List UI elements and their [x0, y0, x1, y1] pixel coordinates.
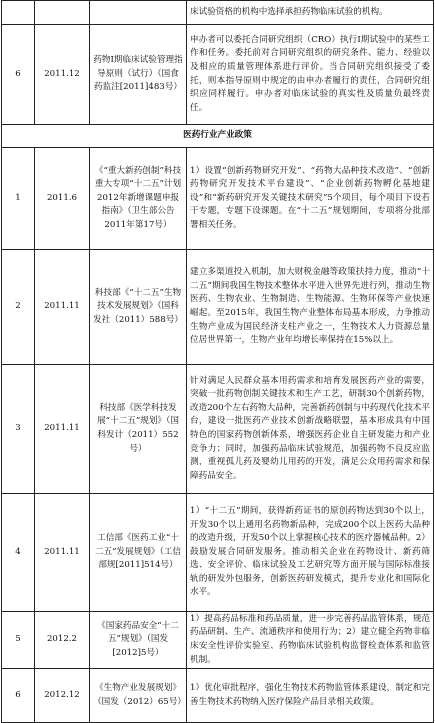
row-date: 2012.2	[35, 612, 90, 669]
row-number: 5	[2, 612, 35, 669]
row-document: 《国家药品安全“十二五”规划》（国发[2012]5号）	[90, 612, 187, 669]
table-row	[2, 494, 434, 612]
table-row	[2, 250, 434, 365]
table-row	[2, 148, 434, 250]
row-content: 申办者可以委托合同研究组织（CRO）执行Ⅰ期试验中的某些工作和任务。委托前对合同研究组织的研究条件、能力、经验以及相应的质量管理体系进行评价。当合同研究组织接受了委托，则本指导原则中规定的由申办者履行的责任，合同研究组织应同样履行。申办者对临床试验的真实性及质量负最终责任。	[187, 25, 434, 125]
row-date: 2012.12	[35, 669, 90, 723]
row-number: 1	[2, 148, 35, 250]
table-row	[2, 1, 434, 25]
row-content: 1）设置“创新药物研究开发”、“药物大品种技术改造”、“创新药物研究开发技术平台建设”、“企业创新药物孵化基地建设”和“新药研究开发关键技术研究”5个项目，每个项目下设若干专题，专题下设课题。在“十二五”规划期间，专项将分批部署相关任务。	[187, 148, 434, 250]
row-document: 科技部《医学科技发展“十二五”规划》（国科发计（2011）552号）	[90, 365, 187, 494]
row-number: 2	[2, 250, 35, 365]
table-row	[2, 25, 434, 125]
row-document: 药物Ⅰ期临床试验管理指导原则（试行）（国食药监注[2011]483号）	[90, 25, 187, 125]
row-document: 《生物产业发展规划》（国发（2012）65号）	[90, 669, 187, 723]
row-content: 1）优化审批程序，强化生物技术药物监管体系建设，制定和完善生物技术药物纳入医疗保险产品目录相关政策。	[187, 669, 434, 723]
row-date	[35, 1, 90, 25]
row-date: 2011.11	[35, 365, 90, 494]
row-content: 床试验资格的机构中选择承担药物临床试验的机构。	[187, 1, 434, 25]
row-date: 2011.11	[35, 494, 90, 612]
section-title: 医药行业产业政策	[2, 125, 434, 148]
row-number: 6	[2, 669, 35, 723]
row-number: 6	[2, 25, 35, 125]
row-date: 2011.12	[35, 25, 90, 125]
row-content: 建立多渠道投入机制，加大财税金融等政策扶持力度，推动“十二五”期间我国生物技术整体水平进入世界先进行列，推动生物医药、生物农业、生物制造、生物能源、生物环保等产业快速崛起。至2015年，我国生物产业整体布局基本形成，力争推动生物产业成为国民经济支柱产业之一，生物技术人力资源总量位居世界第一，生物产业年均增长率保持在15%以上。	[187, 250, 434, 365]
row-number: 3	[2, 365, 35, 494]
row-number: 4	[2, 494, 35, 612]
row-document	[90, 1, 187, 25]
row-number	[2, 1, 35, 25]
row-document: 《“重大新药创制”科技重大专项“十二五”计划2012年新增课题申报指南》（卫生部公告2011年第17号）	[90, 148, 187, 250]
table-row	[2, 365, 434, 494]
section-header-row	[2, 125, 434, 148]
table-row	[2, 612, 434, 669]
policy-table	[1, 0, 434, 723]
row-date: 2011.6	[35, 148, 90, 250]
row-content: 1）“十二五”期间，获得新药证书的原创药物达到30个以上，开发30个以上通用名药物新品种，完成200个以上医药大品种的改造升级，开发50个以上掌握核心技术的医疗器械品种。2）鼓励发展合同研发服务。推动相关企业在药物设计、新药筛选、安全评价、临床试验及工艺研究等方面开展与国际标准接轨的研发外包服务，创新医药研发模式，提升专业化和国际化水平。	[187, 494, 434, 612]
row-document: 科技部《“十二五”生物技术发展规划》（国科发社（2011）588号）	[90, 250, 187, 365]
row-content: 1）提高药品标准和药品质量，进一步完善药品监管体系，规范药品研制、生产、流通秩序和使用行为；2）建立健全药物非临床安全性评价实验室、药物临床试验机构监督检查体系和监管机制。	[187, 612, 434, 669]
row-date: 2011.11	[35, 250, 90, 365]
row-document: 工信部《医药工业“十二五”发展规划》（工信部规[2011]514号）	[90, 494, 187, 612]
row-content: 针对满足人民群众基本用药需求和培育发展医药产业的需要，突破一批药物创制关键技术和生产工艺，研制30个创新药物，改造200个左右药物大品种，完善新药创制与中药现代化技术平台，建设一批医药产业技术创新战略联盟，基本形成具有中国特色的国家药物创新体系，增强医药企业自主研发能力和产业竞争力；同时，加强药品临床试验规范，加强药物不良反应监测，重视孤儿药及婴幼儿用药的开发，满足公众用药需求和保障药品安全。	[187, 365, 434, 494]
table-row	[2, 669, 434, 723]
